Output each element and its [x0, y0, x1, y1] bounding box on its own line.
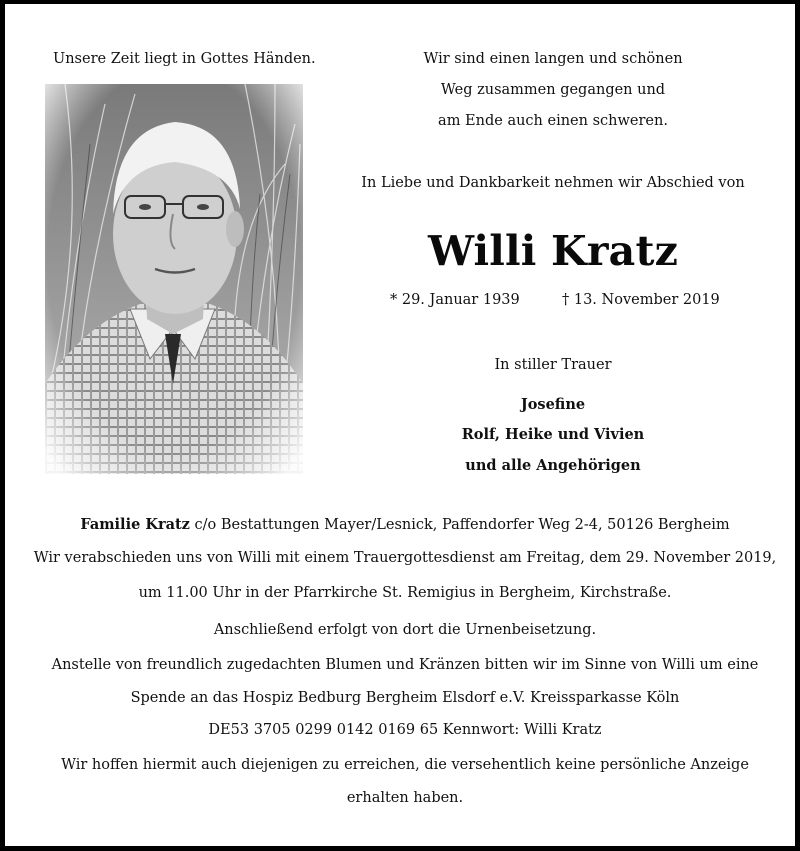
death-date: † 13. November 2019 — [562, 292, 720, 308]
poem-line: Wir sind einen langen und schönen — [423, 51, 683, 67]
portrait-photo — [45, 84, 303, 474]
contact-address: c/o Bestattungen Mayer/Lesnick, Paffendorfer Weg 2-4, 50126 Bergheim — [189, 517, 730, 533]
birth-date: * 29. Januar 1939 — [390, 292, 520, 308]
intro-text: In Liebe und Dankbarkeit nehmen wir Abschied von — [361, 175, 745, 191]
info-line: Anschließend erfolgt von dort die Urnenbeisetzung. — [213, 622, 597, 638]
info-line: DE53 3705 0299 0142 0169 65 Kennwort: Willi Kratz — [208, 722, 602, 738]
poem-line: Weg zusammen gegangen und — [440, 82, 666, 98]
mourning-label: In stiller Trauer — [494, 357, 612, 373]
info-line: Spende an das Hospiz Bedburg Bergheim Elsdorf e.V. Kreissparkasse Köln — [130, 690, 680, 706]
family-name: Familie Kratz — [80, 516, 190, 533]
motto-text: Unsere Zeit liegt in Gottes Händen. — [53, 51, 316, 67]
info-line: um 11.00 Uhr in der Pfarrkirche St. Remigius in Bergheim, Kirchstraße. — [138, 585, 672, 601]
deceased-name: Willi Kratz — [427, 227, 679, 275]
mourner-name: Josefine — [520, 396, 586, 413]
poem-line: am Ende auch einen schweren. — [438, 113, 668, 129]
contact-line — [25, 516, 785, 533]
info-line: Wir hoffen hiermit auch diejenigen zu erreichen, die versehentlich keine persönliche Anzeige — [61, 757, 749, 773]
mourner-name: Rolf, Heike und Vivien — [461, 426, 645, 443]
info-line: Wir verabschieden uns von Willi mit einem Trauergottesdienst am Freitag, dem 29. November 2019, — [33, 550, 777, 566]
info-line: erhalten haben. — [346, 790, 464, 806]
info-line: Anstelle von freundlich zugedachten Blumen und Kränzen bitten wir im Sinne von Willi um eine — [51, 657, 759, 673]
mourner-name: und alle Angehörigen — [465, 457, 641, 474]
